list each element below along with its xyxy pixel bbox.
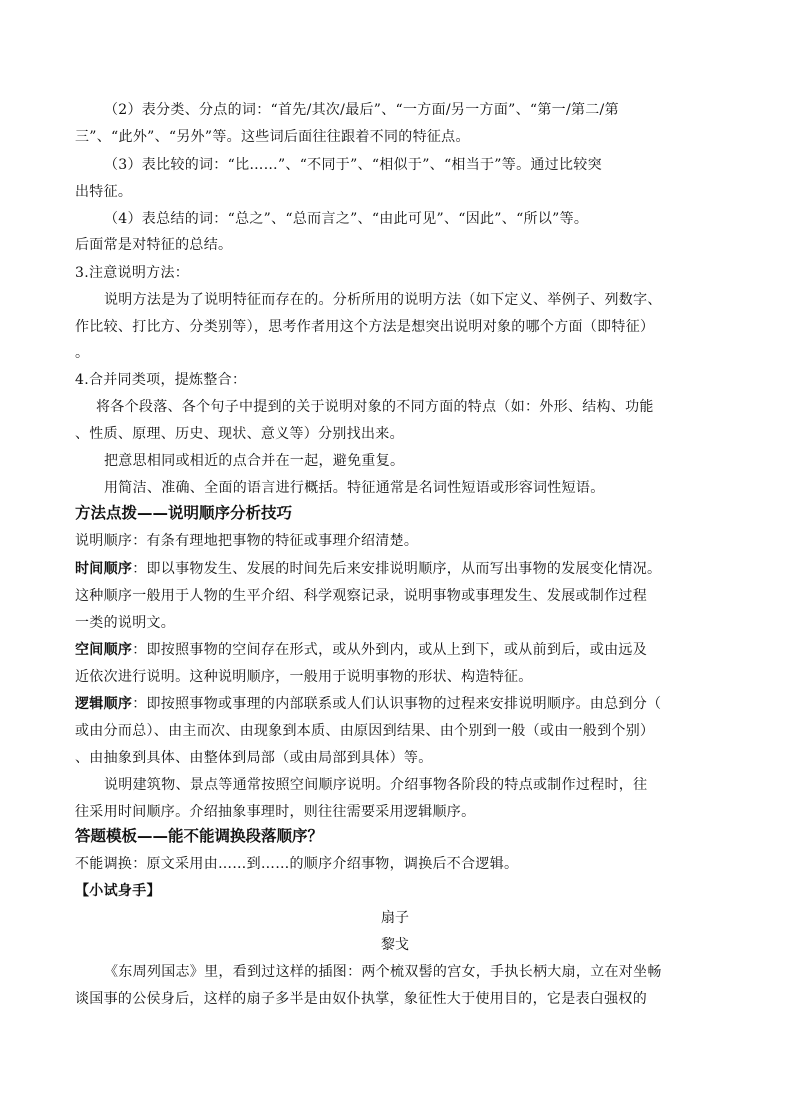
paragraph-line: 将各个段落、各个句子中提到的关于说明对象的不同方面的特点（如：外形、结构、功能: [96, 399, 654, 415]
paragraph-line: 谈国事的公侯身后，这样的扇子多半是由奴仆执掌，象征性大于使用目的，它是表白强权的: [75, 991, 647, 1007]
paragraph-line: 用简洁、准确、全面的语言进行概括。特征通常是名词性短语或形容词性短语。: [104, 480, 605, 496]
paragraph-line: 《东周列国志》里，看到过这样的插图：两个梳双髻的宫女，手执长柄大扇，立在对坐畅: [104, 964, 662, 980]
paragraph-line: 、由抽象到具体、由整体到局部（或由局部到具体）等。: [75, 750, 433, 766]
paragraph-line: （2）表分类、分点的词：“首先/其次/最后”、“一方面/另一方面”、“第一/第二/第: [104, 102, 619, 118]
paragraph-line: 后面常是对特征的总结。: [75, 237, 233, 253]
paragraph-line: 三”、“此外”、“另外”等。这些词后面往往跟着不同的特征点。: [75, 129, 470, 145]
paragraph-line: 近依次进行说明。这种说明顺序，一般用于说明事物的形状、构造特征。: [75, 669, 533, 685]
paragraph-line: 说明顺序：有条有理地把事物的特征或事理介绍清楚。: [75, 533, 419, 549]
term-definition: ：即按照事物的空间存在形式，或从外到内，或从上到下，或从前到后，或由远及: [132, 642, 648, 658]
paragraph-line: 说明建筑物、景点等通常按照空间顺序说明。介绍事物各阶段的特点或制作过程时，往: [104, 777, 648, 793]
paragraph-line: 。: [75, 345, 90, 361]
paragraph-line: （4）表总结的词：“总之”、“总而言之”、“由此可见”、“因此”、“所以”等。: [104, 211, 589, 227]
paragraph-line: 出特征。: [75, 184, 133, 200]
term-label: 空间顺序: [75, 642, 133, 658]
paragraph-line: 、性质、原理、历史、现状、意义等）分别找出来。: [75, 426, 404, 442]
paragraph-line: 说明方法是为了说明特征而存在的。分析所用的说明方法（如下定义、举例子、列数字、: [104, 292, 662, 308]
paragraph-line: [75, 695, 661, 713]
paragraph-line: 作比较、打比方、分类别等），思考作者用这个方法是想突出说明对象的哪个方面（即特征）: [75, 319, 655, 335]
article-title: 扇子: [381, 910, 409, 926]
exercise-label: 【小试身手】: [75, 883, 161, 899]
paragraph-line: 或由分而总）、由主而次、由现象到本质、由原因到结果、由个别到一般（或由一般到个别）: [75, 723, 655, 739]
paragraph-line: 这种顺序一般用于人物的生平介绍、科学观察记录，说明事物或事理发生、发展或制作过程: [75, 588, 647, 604]
paragraph-line: [75, 641, 647, 659]
section-heading: 方法点拨——说明顺序分析技巧: [75, 504, 293, 522]
section-label: 3.注意说明方法：: [75, 265, 190, 281]
term-definition: ：即按照事物或事理的内部联系或人们认识事物的过程来安排说明顺序。由总到分（: [132, 696, 662, 712]
term-label: 时间顺序: [75, 561, 133, 577]
section-heading: 答题模板——能不能调换段落顺序？: [75, 827, 324, 845]
term-definition: ：即以事物发生、发展的时间先后来安排说明顺序，从而写出事物的发展变化情况。: [132, 561, 662, 577]
article-author: 黎戈: [381, 937, 409, 953]
section-label: 4.合并同类项，提炼整合：: [75, 372, 247, 388]
paragraph-line: 把意思相同或相近的点合并在一起，避免重复。: [104, 453, 405, 469]
paragraph-line: 不能调换：原文采用由……到……的顺序介绍事物，调换后不合逻辑。: [75, 856, 519, 872]
paragraph-line: [75, 560, 661, 578]
paragraph-line: 往采用时间顺序。介绍抽象事理时，则往往需要采用逻辑顺序。: [75, 804, 476, 820]
term-label: 逻辑顺序: [75, 696, 133, 712]
paragraph-line: 一类的说明文。: [75, 615, 176, 631]
paragraph-line: （3）表比较的词：“比……”、“不同于”、“相似于”、“相当于”等。通过比较突: [104, 157, 602, 173]
